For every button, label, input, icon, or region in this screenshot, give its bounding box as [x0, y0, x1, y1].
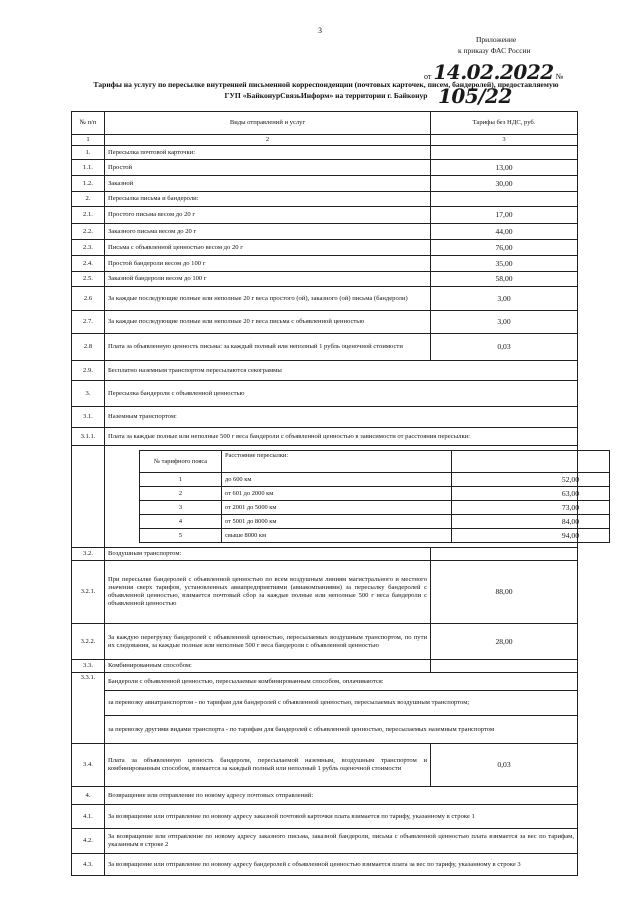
row-description: Бесплатно наземным транспортом пересылаются секограммы — [105, 361, 578, 381]
table-row — [72, 287, 578, 311]
zone-header: № тарифного пояса — [140, 451, 222, 473]
row-number: 4.3. — [72, 854, 105, 876]
row-number: 3.2. — [72, 548, 105, 561]
row-description: При пересылке бандеролей с объявленной ценностью по всем воздушным линиям магистрального и местного значения сверх тарифов, установленных авиапредприятиями (авиакомпаниями) за пересылку бандеролей с объявленной ценностью, взимается почтовый сбор за каждые полные или неполные 500 г веса бандероли с объявленной ценностью — [105, 561, 431, 624]
row-tariff: 30,00 — [431, 176, 578, 192]
row-tariff: 3,00 — [431, 287, 578, 311]
table-row — [72, 428, 578, 446]
table-row — [72, 224, 578, 240]
row-tariff — [431, 192, 578, 207]
zone-number: 5 — [140, 529, 222, 543]
order-prefix: от — [424, 72, 432, 81]
table-row — [72, 240, 578, 256]
tariff-table — [71, 111, 578, 876]
table-row — [72, 561, 578, 624]
row-tariff: 44,00 — [431, 224, 578, 240]
zone-number: 1 — [140, 473, 222, 487]
row-tariff: 0,03 — [431, 744, 578, 787]
row-description: За каждые последующие полные или неполные 20 г веса простого (ой), заказного (ой) письма (бандероли) — [105, 287, 431, 311]
order-number-sign: № — [555, 72, 564, 81]
table-row — [72, 805, 578, 829]
row-tariff: 35,00 — [431, 256, 578, 272]
row-number: 3.3.1. — [72, 673, 105, 744]
zone-distance: от 2001 до 5000 км — [222, 501, 452, 515]
row-description: За возвращение или отправление по новому адресу заказного письма, заказной бандероли, письма с объявленной ценностью плата взимается за вес по тарифам, указанным в строке 2 — [105, 829, 578, 854]
table-row — [72, 673, 578, 691]
row-tariff: 3,00 — [431, 311, 578, 334]
zones-cell — [105, 446, 578, 548]
table-row — [72, 624, 578, 660]
zone-distance: до 600 км — [222, 473, 452, 487]
zone-row — [140, 529, 610, 543]
row-number: 1. — [72, 146, 105, 160]
appendix-label: Приложение — [476, 35, 517, 44]
row-number: 3.2.1. — [72, 561, 105, 624]
document-title — [60, 79, 592, 101]
table-row — [72, 787, 578, 805]
row-description: за перевозку другими видами транспорта - по тарифам для бандеролей с объявленной ценностью, пересылаемых наземным транспортом — [105, 716, 578, 744]
row-tariff: 76,00 — [431, 240, 578, 256]
column-number: 2 — [105, 135, 431, 146]
table-row — [72, 548, 578, 561]
row-description: Пересылка письма и бандероли: — [105, 192, 431, 207]
row-description: Возвращение или отправление по новому адресу почтовых отправлений: — [105, 787, 578, 805]
zone-number: 3 — [140, 501, 222, 515]
distance-header: Расстояние пересылки: — [222, 451, 452, 473]
zone-number: 4 — [140, 515, 222, 529]
zone-row — [140, 515, 610, 529]
row-number: 2.1. — [72, 207, 105, 224]
row-tariff — [431, 146, 578, 160]
row-description: Простого письма весом до 20 г — [105, 207, 431, 224]
row-number: 2.9. — [72, 361, 105, 381]
row-description: за перевозку авиатранспортом - по тарифам для бандеролей с объявленной ценностью, пересылаемых воздушным транспортом; — [105, 691, 578, 716]
row-number: 3.1. — [72, 407, 105, 428]
table-row — [72, 407, 578, 428]
zone-distance: от 5001 до 8000 км — [222, 515, 452, 529]
row-tariff: 0,03 — [431, 334, 578, 361]
table-row — [72, 334, 578, 361]
row-number: 4. — [72, 787, 105, 805]
row-description: Комбинированным способом: — [105, 660, 431, 673]
row-description: За возвращение или отправление по новому адресу бандеролей с объявленной ценностью взимается плата за вес по тарифу, указанному в строке 3 — [105, 854, 578, 876]
row-number: 3.4. — [72, 744, 105, 787]
row-description: За каждые последующие полные или неполные 20 г веса письма с объявленной ценностью — [105, 311, 431, 334]
table-row — [72, 272, 578, 287]
row-tariff: 88,00 — [431, 561, 578, 624]
row-number: 2. — [72, 192, 105, 207]
row-description: Наземным транспортом: — [105, 407, 578, 428]
order-date: 14.02.2022 — [433, 60, 554, 84]
row-description: Бандероли с объявленной ценностью, пересылаемые комбинированным способом, оплачиваются: — [105, 673, 578, 691]
table-row — [72, 381, 578, 407]
row-number — [72, 446, 105, 548]
row-number: 2.2. — [72, 224, 105, 240]
row-tariff: 13,00 — [431, 160, 578, 176]
row-number: 3.3. — [72, 660, 105, 673]
zone-tariff: 73,00 — [452, 501, 610, 515]
zone-tariff: 94,00 — [452, 529, 610, 543]
zone-row — [140, 473, 610, 487]
page-number: 3 — [318, 26, 322, 35]
row-description: За возвращение или отправление по новому адресу заказной почтовой карточки плата взимается по тарифу, указанному в строке 1 — [105, 805, 578, 829]
zones-table — [139, 450, 610, 543]
table-row — [72, 160, 578, 176]
row-tariff: 58,00 — [431, 272, 578, 287]
table-row — [72, 146, 578, 160]
zone-tariff: 52,00 — [452, 473, 610, 487]
zone-tariff: 63,00 — [452, 487, 610, 501]
table-row — [72, 311, 578, 334]
title-line-1: Тарифы на услугу по пересылке внутренней письменной корреспонденции (почтовых карточек, писем, бандеролей), предоставляемую — [93, 80, 559, 89]
row-description: Плата за объявленную ценность бандероли, пересылаемой наземным, воздушным транспортом и комбинированным способом, взимается за каждый полный или неполный 1 рубль оценочной стоимости — [105, 744, 431, 787]
row-description: Заказной бандероли весом до 100 г — [105, 272, 431, 287]
header-services: Виды отправлений и услуг — [105, 112, 431, 135]
title-line-2: ГУП «БайконурСвязьИнформ» на территории г. Байконур — [224, 91, 428, 100]
header-tariff: Тарифы без НДС, руб. — [431, 112, 578, 135]
row-description: Плата за каждые полные или неполные 500 г веса бандероли с объявленной ценностью в зависимости от расстояния пересылки: — [105, 428, 578, 446]
table-row — [72, 256, 578, 272]
table-row — [72, 691, 578, 716]
row-number: 4.2. — [72, 829, 105, 854]
row-description: Пересылка бандероли с объявленной ценностью — [105, 381, 578, 407]
table-row — [72, 176, 578, 192]
row-number: 1.2. — [72, 176, 105, 192]
row-number: 1.1. — [72, 160, 105, 176]
row-description: Плата за объявленную ценность письма: за каждый полный или неполный 1 рубль оценочной стоимости — [105, 334, 431, 361]
row-description: Простой — [105, 160, 431, 176]
row-number: 2.7. — [72, 311, 105, 334]
column-number-row — [72, 135, 578, 146]
row-description: Простой бандероли весом до 100 г — [105, 256, 431, 272]
header-number: № п/п — [72, 112, 105, 135]
table-row — [72, 660, 578, 673]
zone-tariff-header — [452, 451, 610, 473]
row-tariff: 17,00 — [431, 207, 578, 224]
zone-number: 2 — [140, 487, 222, 501]
table-row — [72, 361, 578, 381]
zones-header-row — [140, 451, 610, 473]
table-row — [72, 829, 578, 854]
row-description: За каждую перегрузку бандеролей с объявленной ценностью, пересылаемых воздушным транспортом, по пути их следования, за каждые полные или неполные 500 г веса бандероли с объявленной ценностью — [105, 624, 431, 660]
column-number: 3 — [431, 135, 578, 146]
zones-row — [72, 446, 578, 548]
row-number: 2.5. — [72, 272, 105, 287]
row-number: 2.4. — [72, 256, 105, 272]
table-row — [72, 192, 578, 207]
row-number: 4.1. — [72, 805, 105, 829]
table-header-row — [72, 112, 578, 135]
row-number: 2.3. — [72, 240, 105, 256]
table-row — [72, 207, 578, 224]
zone-tariff: 84,00 — [452, 515, 610, 529]
appendix-order-ref: к приказу ФАС России — [458, 46, 531, 55]
table-row — [72, 854, 578, 876]
order-number: 105/22 — [438, 84, 512, 108]
zone-distance: от 601 до 2000 км — [222, 487, 452, 501]
row-number: 2.6 — [72, 287, 105, 311]
table-row — [72, 716, 578, 744]
row-description: Заказного письма весом до 20 г — [105, 224, 431, 240]
row-tariff: 28,00 — [431, 624, 578, 660]
row-number: 3.2.2. — [72, 624, 105, 660]
row-description: Заказной — [105, 176, 431, 192]
row-number: 2.8 — [72, 334, 105, 361]
row-description: Письма с объявленной ценностью весом до 20 г — [105, 240, 431, 256]
row-number: 3. — [72, 381, 105, 407]
row-tariff — [431, 660, 578, 673]
column-number: 1 — [72, 135, 105, 146]
table-row — [72, 744, 578, 787]
row-number: 3.1.1. — [72, 428, 105, 446]
zone-distance: свыше 8000 км — [222, 529, 452, 543]
row-description: Воздушным транспортом: — [105, 548, 431, 561]
row-tariff — [431, 548, 578, 561]
zone-row — [140, 501, 610, 515]
row-description: Пересылка почтовой карточки: — [105, 146, 431, 160]
zone-row — [140, 487, 610, 501]
